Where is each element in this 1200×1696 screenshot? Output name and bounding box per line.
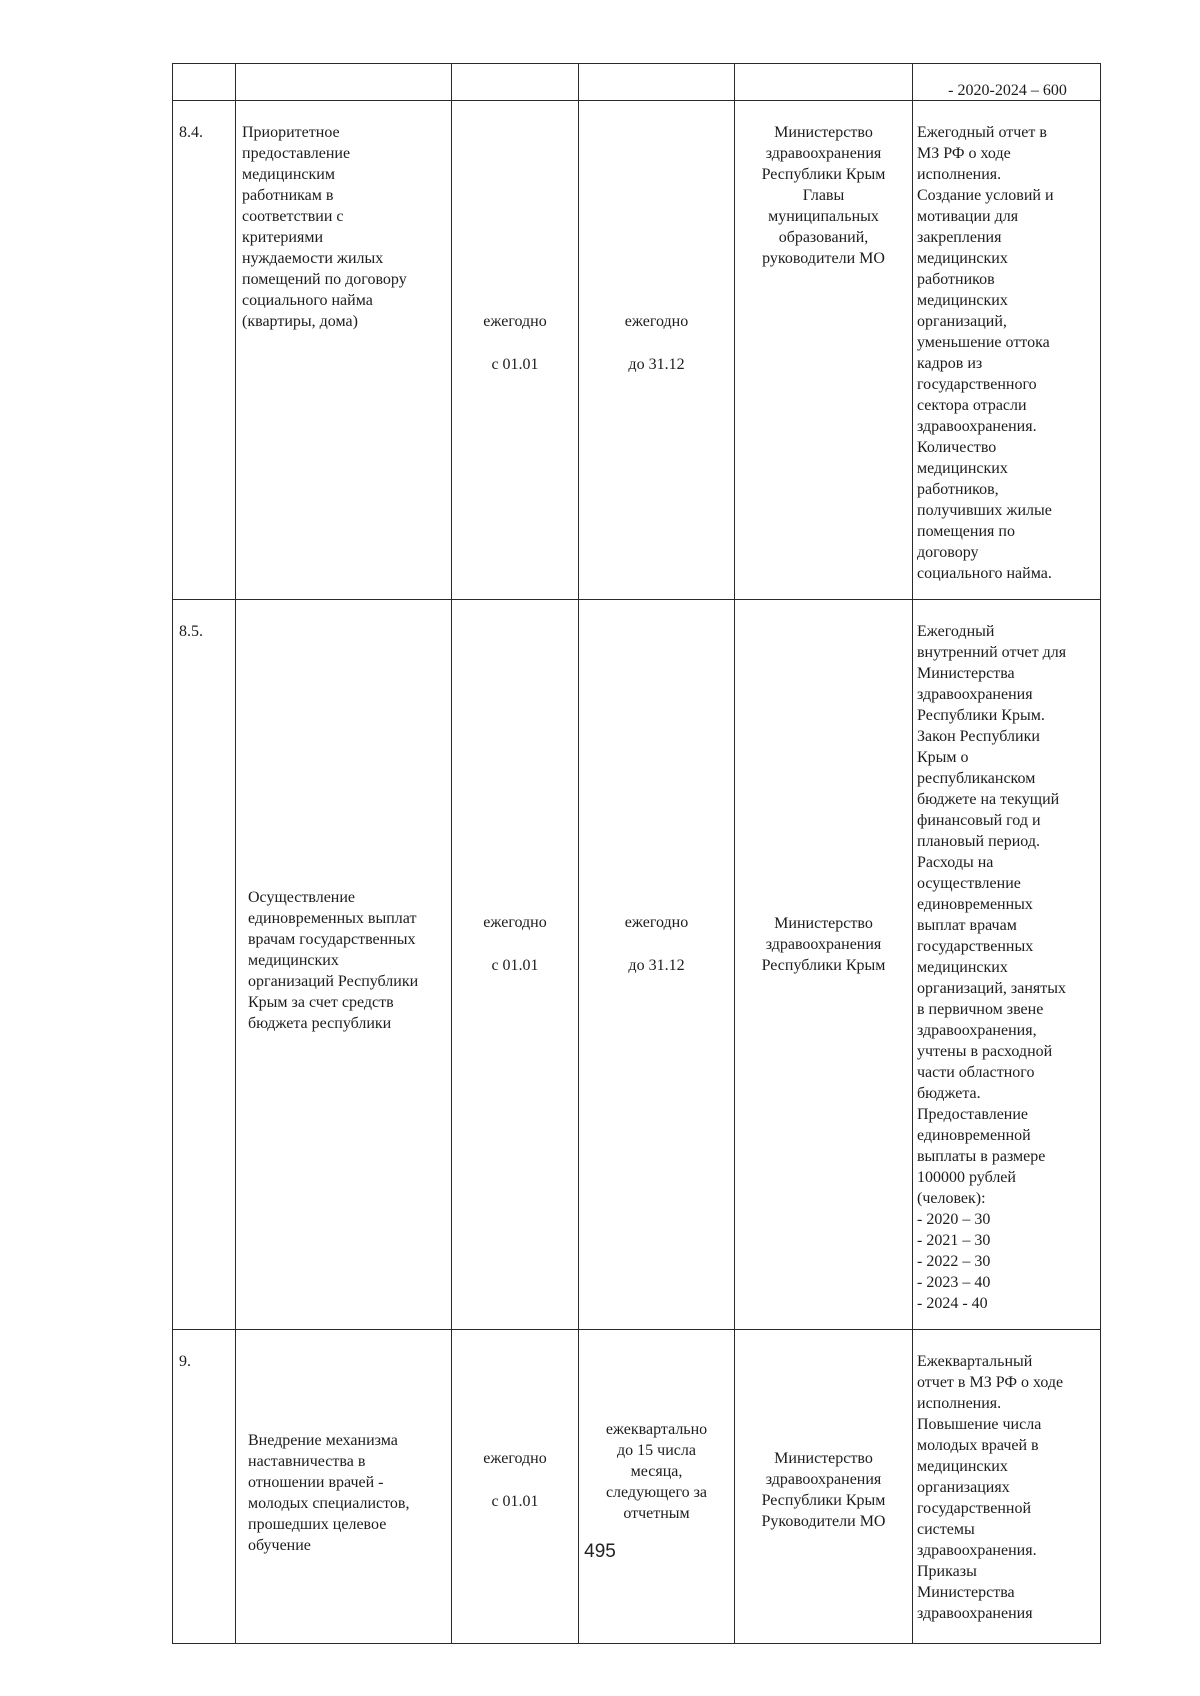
start-date: с 01.01	[491, 356, 539, 373]
start-cell	[452, 101, 579, 600]
responsible-cell	[735, 101, 913, 600]
result-cell	[913, 1330, 1101, 1644]
result-text: - 2020-2024 – 600	[948, 82, 1067, 99]
result-cell	[913, 101, 1101, 600]
activity-text: Внедрение механизма наставничества в отношении врачей - молодых специалистов, прошедших целевое обучение	[248, 1432, 410, 1554]
end-period: ежеквартально до 15 числа месяца, следующего за отчетным	[605, 1421, 708, 1522]
activity-cell	[236, 64, 452, 101]
table-row	[173, 600, 1101, 1330]
num-cell	[173, 101, 236, 600]
start-cell	[452, 64, 579, 101]
start-cell	[452, 1330, 579, 1644]
start-cell	[452, 600, 579, 1330]
responsible-text: Министерство здравоохранения Республики Крым Главы муниципальных образований, руководители МО	[761, 124, 886, 267]
row-number: 8.5.	[179, 623, 203, 640]
activity-table	[172, 63, 1101, 1644]
page-number: 495	[584, 1541, 616, 1562]
activity-cell	[236, 101, 452, 600]
start-period: ежегодно	[483, 914, 547, 931]
responsible-cell	[735, 64, 913, 101]
num-cell	[173, 600, 236, 1330]
activity-text: Приоритетное предоставление медицинским работникам в соответствии с критериями нуждаемости жилых помещений по договору социального найма (квартиры, дома)	[242, 124, 407, 330]
responsible-cell	[735, 600, 913, 1330]
end-period: ежегодно	[624, 313, 689, 330]
end-date: до 31.12	[628, 356, 685, 373]
start-date: с 01.01	[491, 957, 539, 974]
result-text: Ежегодный отчет в МЗ РФ о ходе исполнения. Создание условий и мотивации для закрепления медицинских работников медицинских организаций, уменьшение оттока кадров из государственного сектора отрасли здравоохранения. Количество медицинских работников, получивших жилые помещения по договору социального найма.	[917, 124, 1054, 582]
row-number: 9.	[179, 1353, 191, 1370]
activity-cell	[236, 600, 452, 1330]
end-cell	[579, 64, 735, 101]
end-cell	[579, 101, 735, 600]
end-cell	[579, 1330, 735, 1644]
start-period: ежегодно	[483, 1450, 547, 1467]
responsible-cell	[735, 1330, 913, 1644]
responsible-text: Министерство здравоохранения Республики Крым	[761, 915, 886, 974]
row-number: 8.4.	[179, 124, 203, 141]
responsible-text: Министерство здравоохранения Республики Крым Руководители МО	[761, 1450, 886, 1530]
end-period: ежегодно	[624, 914, 689, 931]
num-cell	[173, 1330, 236, 1644]
table-row	[173, 1330, 1101, 1644]
result-text: Ежегодный внутренний отчет для Министерства здравоохранения Республики Крым. Закон Республики Крым о республиканском бюджете на текущий финансовый год и плановый период. Расходы на осуществление единовременных выплат врачам государственных медицинских организаций, занятых в первичном звене здравоохранения, учтены в расходной части областного бюджета. Предоставление единовременной выплаты в размере 100000 рублей (человек): - 2020 – 30 - 2021 – 30 - 2022 – 30 - 2023 – 40 - 2024 - 40	[917, 623, 1067, 1312]
start-date: с 01.01	[491, 1493, 539, 1510]
end-date: до 31.12	[628, 957, 685, 974]
activity-cell	[236, 1330, 452, 1644]
result-cell	[913, 64, 1101, 101]
end-cell	[579, 600, 735, 1330]
table-row	[173, 101, 1101, 600]
activity-text: Осуществление единовременных выплат врачам государственных медицинских организаций Республики Крым за счет средств бюджета республики	[248, 889, 419, 1032]
start-period: ежегодно	[483, 313, 547, 330]
table-row-continuation	[173, 64, 1101, 101]
result-cell	[913, 600, 1101, 1330]
num-cell	[173, 64, 236, 101]
result-text: Ежеквартальный отчет в МЗ РФ о ходе исполнения. Повышение числа молодых врачей в медицинских организациях государственной системы здравоохранения. Приказы Министерства здравоохранения	[917, 1353, 1064, 1622]
